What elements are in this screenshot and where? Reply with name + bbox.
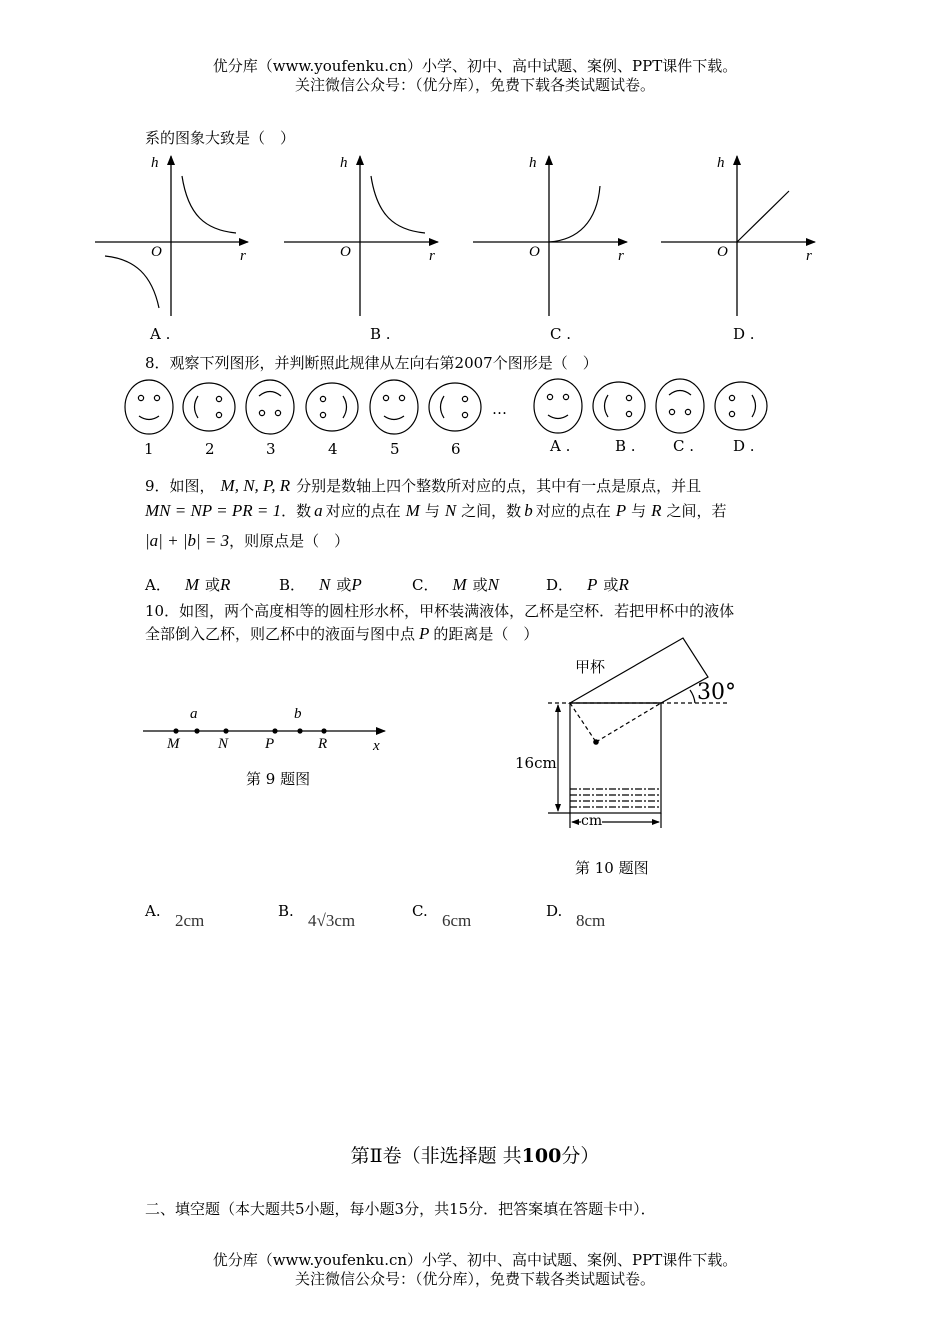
header-line-2: 关注微信公众号：（优分库），免费下载各类试题试卷。 <box>294 76 655 94</box>
q10-option-b-value: 4√3cm <box>308 911 356 930</box>
q9-line-2: MN = NP = PR = 1．数 a 对应的点在 M 与 N 之间，数 b 对应的点在 P 与 R 之间，若 <box>145 501 727 520</box>
point-P-cup <box>593 739 599 745</box>
graph-b-x-label: r <box>429 248 435 264</box>
label-b: b <box>294 706 302 722</box>
q10-line-1: 10．如图，两个高度相等的圆柱形水杯，甲杯装满液体，乙杯是空杯．若把甲杯中的液体 <box>145 602 735 620</box>
q9-line-1: 9．如图， M, N, P, R 分别是数轴上四个整数所对应的点，其中有一点是原点，并且 <box>145 476 702 495</box>
label-x: x <box>373 738 380 754</box>
q9-option-c: C． M 或N <box>412 575 500 594</box>
q9-number-line <box>143 728 385 733</box>
footer-line-2: 关注微信公众号：（优分库），免费下载各类试题试卷。 <box>294 1270 655 1288</box>
label-N: N <box>218 736 229 752</box>
q10-option-d-label: D. <box>546 902 563 920</box>
label-R: R <box>318 736 328 752</box>
q8-option-b: B . <box>615 437 636 455</box>
q8-stem: 8．观察下列图形，并判断照此规律从左向右第2007个图形是（ ） <box>145 354 598 372</box>
option-b-label: B . <box>370 325 391 343</box>
seq-label-6: 6 <box>451 440 461 458</box>
q10-line-2: 全部倒入乙杯，则乙杯中的液面与图中点 P 的距离是（ ） <box>145 624 539 643</box>
q10-option-a-label: A. <box>145 902 161 920</box>
seq-label-1: 1 <box>144 440 154 458</box>
q8-option-d: D . <box>733 437 755 455</box>
option-a-label: A . <box>150 325 171 343</box>
part2-section: 二、填空题（本大题共5小题，每小题3分，共15分．把答案填在答题卡中）． <box>145 1200 656 1218</box>
graph-b-origin: O <box>340 244 351 260</box>
header-line-1: 优分库（www.youfenku.cn）小学、初中、高中试题、案例、PPT课件下载。 <box>212 57 738 75</box>
seq-label-3: 3 <box>266 440 276 458</box>
width-label: cm <box>581 813 603 829</box>
q8-option-a: A . <box>550 437 571 455</box>
graph-b-y-label: h <box>340 155 348 171</box>
upright-cup <box>570 703 661 813</box>
point-P <box>272 728 277 733</box>
q10-option-a-value: 2cm <box>175 911 205 930</box>
graph-a-origin: O <box>151 244 162 260</box>
q10-option-c-value: 6cm <box>442 911 472 930</box>
point-R <box>321 728 326 733</box>
q8-option-c: C . <box>673 437 695 455</box>
cup-label: 甲杯 <box>575 658 606 676</box>
point-M <box>173 728 178 733</box>
graph-a-y-label: h <box>151 155 159 171</box>
point-N <box>223 728 228 733</box>
q10-option-b-label: B. <box>278 902 294 920</box>
graph-d-origin: O <box>717 244 728 260</box>
q10-option-c-label: C. <box>412 902 428 920</box>
point-a <box>194 728 199 733</box>
q9-option-a: A． M 或R <box>145 575 231 594</box>
q7-stem: 系的图象大致是（ ） <box>145 129 296 147</box>
seq-label-2: 2 <box>205 440 215 458</box>
option-d-label: D . <box>733 325 755 343</box>
angle-label: 30° <box>697 680 736 705</box>
graph-c-y-label: h <box>529 155 537 171</box>
graph-d-y-label: h <box>717 155 725 171</box>
footer-line-1: 优分库（www.youfenku.cn）小学、初中、高中试题、案例、PPT课件下载。 <box>212 1251 738 1269</box>
graph-a-x-label: r <box>240 248 246 264</box>
label-a: a <box>190 706 198 722</box>
q9-caption: 第 9 题图 <box>246 770 311 788</box>
label-M: M <box>167 736 180 752</box>
point-b <box>297 728 302 733</box>
option-c-label: C . <box>550 325 572 343</box>
seq-label-4: 4 <box>328 440 338 458</box>
q9-line-3: |a| + |b| = 3，则原点是（ ） <box>145 531 350 550</box>
graph-c-origin: O <box>529 244 540 260</box>
part2-title: 第Ⅱ卷（非选择题 共100分） <box>350 1145 600 1167</box>
q10-option-d-value: 8cm <box>576 911 606 930</box>
graph-d-x-label: r <box>806 248 812 264</box>
seq-label-5: 5 <box>390 440 400 458</box>
graph-c-x-label: r <box>618 248 624 264</box>
label-P: P <box>265 736 275 752</box>
q9-option-b: B． N 或P <box>279 575 362 594</box>
q9-option-d: D． P 或R <box>546 575 629 594</box>
seq-ellipsis: … <box>492 400 507 418</box>
q10-caption: 第 10 题图 <box>575 859 649 877</box>
height-label: 16cm <box>515 754 557 772</box>
